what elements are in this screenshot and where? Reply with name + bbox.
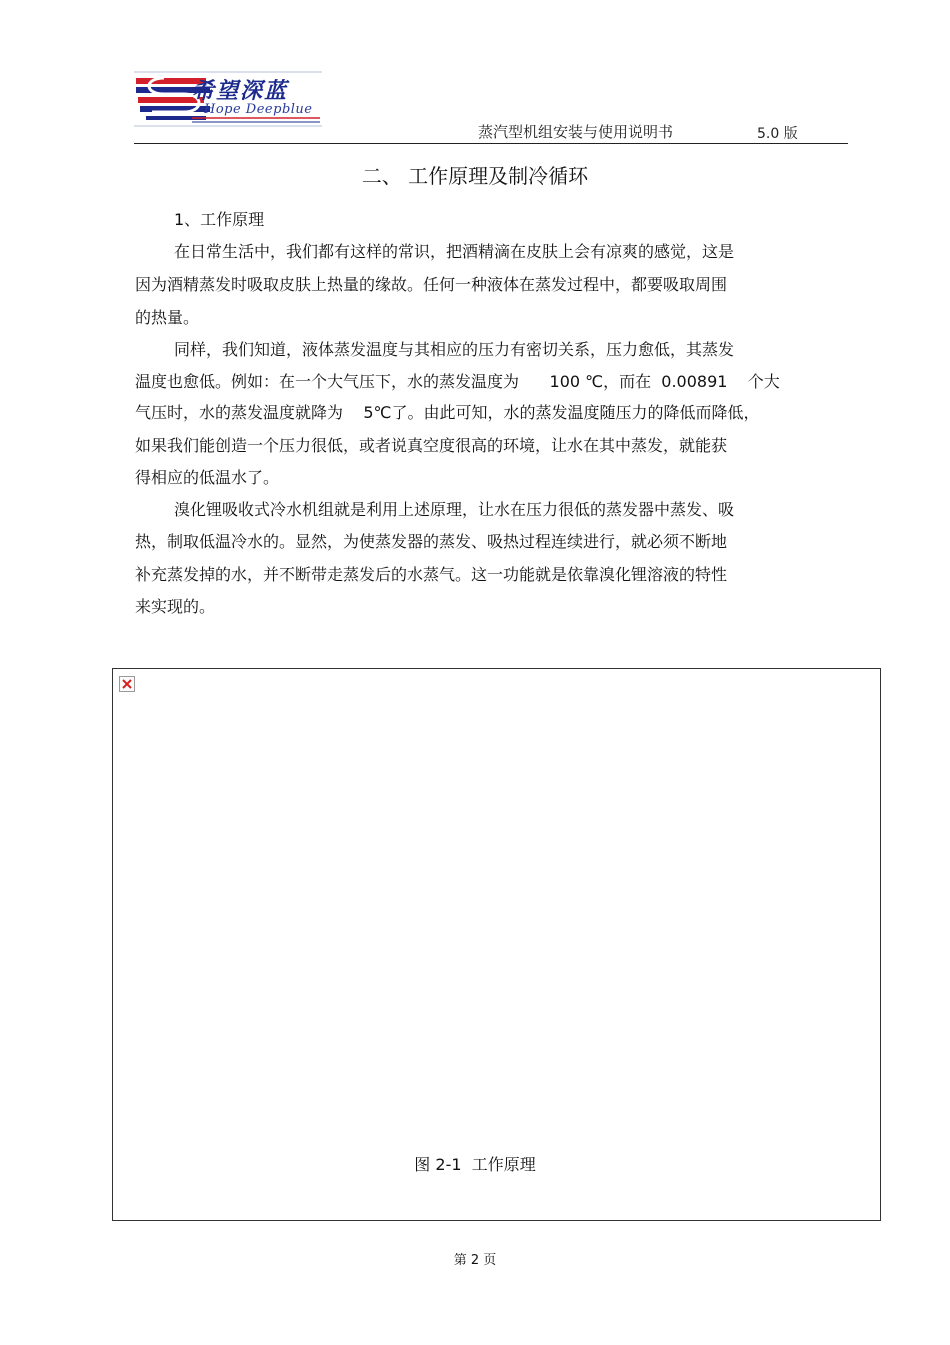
paragraph-line: 因为酒精蒸发时吸取皮肤上热量的缘故。任何一种液体在蒸发过程中，都要吸取周围 bbox=[135, 275, 728, 294]
logo-wordmark: 希望深蓝 bbox=[192, 79, 289, 104]
company-logo bbox=[134, 70, 322, 128]
page-number: 第 2 页 bbox=[453, 1253, 497, 1268]
broken-image-icon bbox=[119, 676, 135, 692]
document-title: 蒸汽型机组安装与使用说明书 bbox=[478, 123, 674, 141]
paragraph-line: 热，制取低温冷水的。显然，为使蒸发器的蒸发、吸热过程连续进行，就必须不断地 bbox=[135, 532, 728, 551]
figure-caption: 图 2-1 工作原理 bbox=[414, 1155, 536, 1174]
document-version: 5.0 版 bbox=[757, 126, 798, 142]
paragraph-line: 气压时，水的蒸发温度就降为 5℃了。由此可知，水的蒸发温度随压力的降低而降低， bbox=[135, 403, 760, 422]
paragraph-line: 在日常生活中，我们都有这样的常识，把酒精滴在皮肤上会有凉爽的感觉，这是 bbox=[174, 242, 735, 261]
paragraph-line: 的热量。 bbox=[135, 308, 200, 327]
subsection-title: 1、工作原理 bbox=[174, 210, 265, 229]
header-divider bbox=[134, 143, 848, 144]
paragraph-line: 溴化锂吸收式冷水机组就是利用上述原理，让水在压力很低的蒸发器中蒸发、吸 bbox=[174, 500, 735, 519]
logo-tagline: Hope Deepblue bbox=[204, 102, 313, 117]
paragraph-line: 补充蒸发掉的水，并不断带走蒸发后的水蒸气。这一功能就是依靠溴化锂溶液的特性 bbox=[135, 565, 728, 584]
paragraph-line: 如果我们能创造一个压力很低，或者说真空度很高的环境，让水在其中蒸发，就能获 bbox=[135, 436, 728, 455]
paragraph-line: 同样，我们知道，液体蒸发温度与其相应的压力有密切关系，压力愈低，其蒸发 bbox=[174, 340, 735, 359]
paragraph-line: 来实现的。 bbox=[135, 597, 216, 616]
figure-frame bbox=[112, 668, 881, 1221]
paragraph-line: 温度也愈低。例如：在一个大气压下，水的蒸发温度为 100 ℃，而在 0.00891 个大 bbox=[135, 372, 780, 391]
paragraph-line: 得相应的低温水了。 bbox=[135, 468, 280, 487]
section-title: 二、 工作原理及制冷循环 bbox=[361, 164, 589, 188]
